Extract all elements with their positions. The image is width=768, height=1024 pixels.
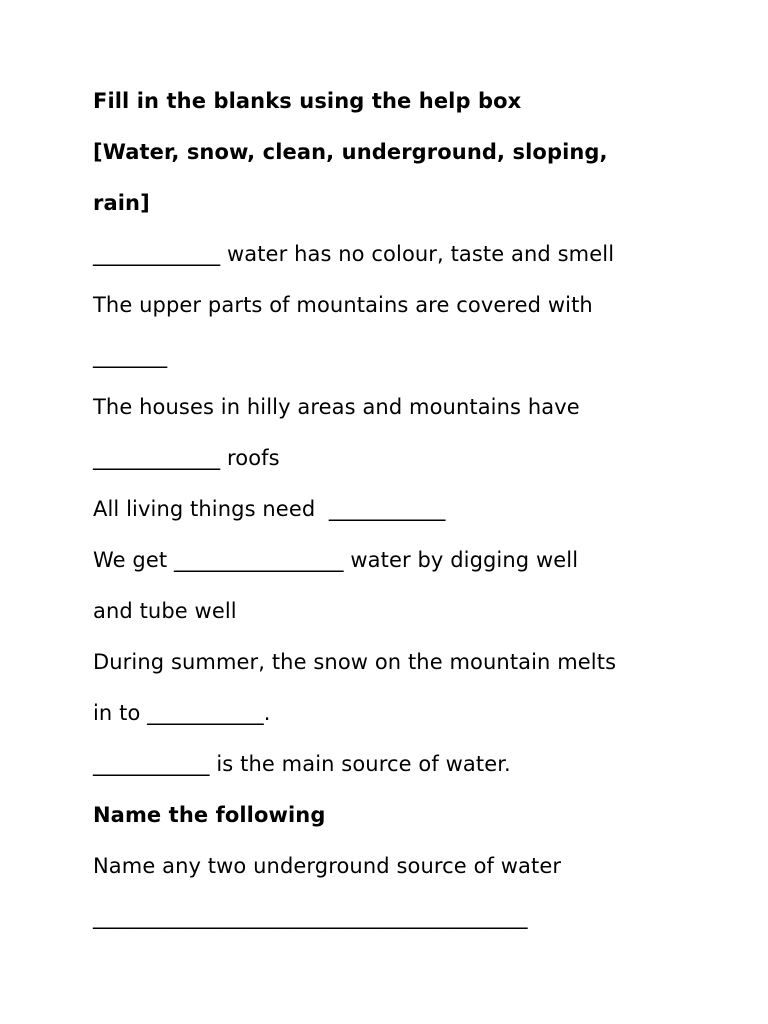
question-line: _______: [93, 344, 168, 368]
worksheet-page: [93, 76, 713, 943]
help-box-line-1: [Water, snow, clean, underground, sloping,: [93, 140, 608, 164]
question-line: During summer, the snow on the mountain melts: [93, 650, 617, 674]
question-line: ____________ water has no colour, taste and smell: [93, 242, 615, 266]
question-line: The houses in hilly areas and mountains have: [93, 395, 580, 419]
question-line: Name any two underground source of water: [93, 854, 562, 878]
help-box-line-2: rain]: [93, 191, 150, 215]
name-following-heading: Name the following: [93, 803, 326, 827]
question-line: and tube well: [93, 599, 237, 623]
question-line: in to ___________.: [93, 701, 271, 725]
question-line: ___________ is the main source of water.: [93, 752, 511, 776]
question-line: We get ________________ water by digging well: [93, 548, 579, 572]
question-line: All living things need ___________: [93, 497, 446, 521]
question-line: The upper parts of mountains are covered with: [93, 293, 593, 317]
fill-blanks-heading: Fill in the blanks using the help box: [93, 89, 522, 113]
answer-line: _________________________________________: [93, 905, 528, 929]
question-line: ____________ roofs: [93, 446, 280, 470]
